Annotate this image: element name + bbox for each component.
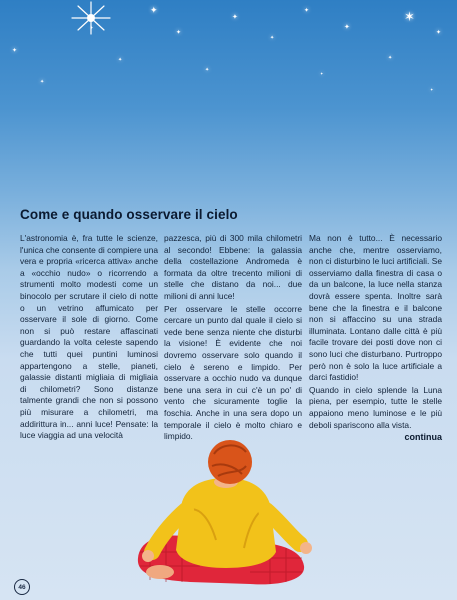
paragraph: pazzesca, più di 300 mila chilometri al secondo! Ebbene: la galassia della costellazione Andromeda è formata da oltre trecento milioni di stelle che distano da noi... due milioni di anni luce! <box>164 233 302 301</box>
text-column-1 <box>20 233 158 443</box>
continued-label: continua <box>404 432 442 443</box>
star-icon: ✦ <box>150 5 158 15</box>
star-icon: ✦ <box>40 79 45 85</box>
star-icon: ✦ <box>430 87 434 92</box>
star-icon: ✦ <box>12 48 18 54</box>
article-title: Come e quando osservare il cielo <box>20 207 238 222</box>
child-hand <box>300 542 312 554</box>
star-icon: ✦ <box>436 30 442 36</box>
paragraph: L'astronomia è, fra tutte le scienze, l'unica che consente di compiere una vera e propria «ricerca attiva» anche a «occhio nudo» o ricorrendo a strumenti molto modesti come un binocolo per scrutare il cielo di notte o un vetrino affumicato per osservare il sole di giorno. Come non si può restare affascinati guardando la volta celeste sapendo che tutti quei puntini luminosi appartengono a stelle, pianeti, galassie distanti migliaia di migliaia di chilometri? Sono distanze talmente grandi che non si possono più misurare a chilometri, ma addirittura in... anni luce! Pensate: la luce viaggia ad una velocità <box>20 233 158 441</box>
paragraph: Quando in cielo splende la Luna piena, per esempio, tutte le stelle appaiono meno luminose e le più deboli spariscono alla vista. <box>309 384 442 430</box>
child-hair <box>208 440 252 484</box>
child-illustration <box>130 440 320 600</box>
text-column-2 <box>164 233 302 444</box>
star-icon: ✦ <box>344 24 350 31</box>
star-icon: ✦ <box>388 55 393 61</box>
page-number: 46 <box>14 579 30 595</box>
child-shoe <box>146 565 174 579</box>
paragraph: Ma non è tutto... È necessario anche che, mentre osserviamo, non ci disturbino le luci artificiali. Se osserviamo dalla finestra di casa o da un balcone, la luce nella stanza dovrà essere spenta. Inoltre sarà bene che la finestra e il balcone non si affaccino su una strada illuminata. Lontano dalle città è più facile trovare dei posti dove non ci sono luci che disturbano. Purtroppo però non è solo la luce artificiale a darci fastidio! <box>309 233 442 383</box>
star-icon: ✦ <box>304 8 310 14</box>
child-sweater <box>176 478 276 568</box>
star-icon: ✦ <box>205 67 210 73</box>
text-column-3 <box>309 233 442 444</box>
star-icon: ✦ <box>232 14 238 21</box>
star-icon: ✦ <box>118 57 123 63</box>
big-star-icon <box>66 0 116 40</box>
child-hand <box>142 550 154 562</box>
paragraph: Per osservare le stelle occorre cercare un punto dal quale il cielo si vede bene senza niente che disturbi la visione! È evidente che noi dovremo osservare solo quando il cielo è sereno e limpido. Per osservare a occhio nudo va dunque bene una sera in cui c'è un po' di vento che sicuramente toglie la foschia. Anche in una sera dopo un temporale il cielo è molto chiaro e limpido. <box>164 303 302 442</box>
star-icon: ✦ <box>90 25 94 30</box>
star-icon: ✦ <box>320 71 324 76</box>
star-icon: ✦ <box>176 30 182 36</box>
star-icon: ✦ <box>270 35 275 41</box>
star-icon: ✶ <box>404 9 415 24</box>
